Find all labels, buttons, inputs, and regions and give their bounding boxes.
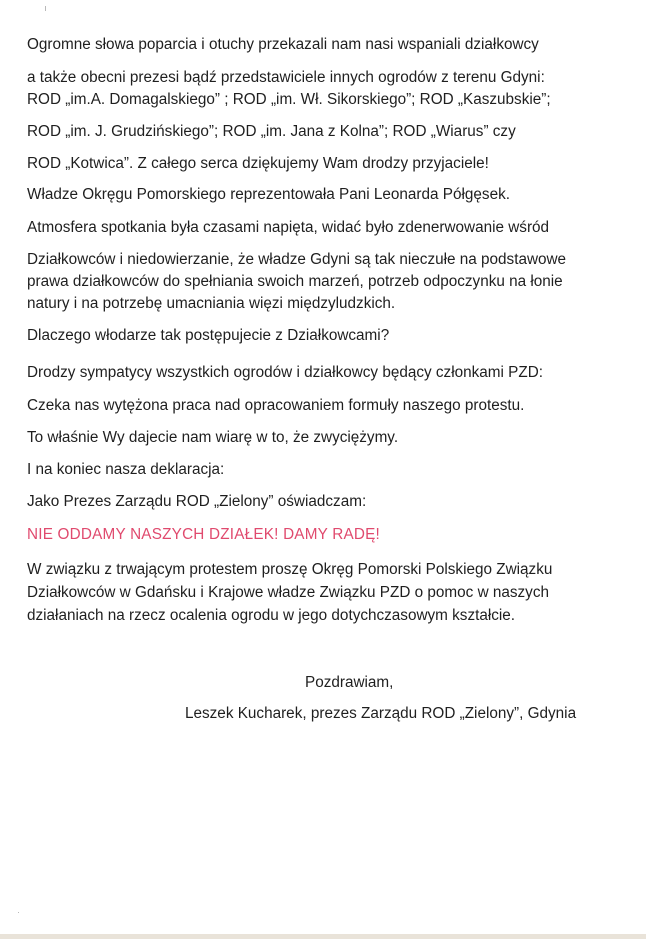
letter-line-12: Drodzy sympatycy wszystkich ogrodów i działkowcy będący członkami PZD:: [27, 364, 544, 381]
letter-line-8: Działkowców i niedowierzanie, że władze Gdyni są tak nieczułe na podstawowe: [27, 251, 567, 268]
signature-line: Leszek Kucharek, prezes Zarządu ROD „Zielony”, Gdynia: [185, 705, 577, 722]
declaration-headline: NIE ODDAMY NASZYCH DZIAŁEK! DAMY RADĘ!: [27, 526, 380, 543]
letter-line-11: Dlaczego włodarze tak postępujecie z Działkowcami?: [27, 327, 390, 344]
scan-speck: [45, 6, 46, 11]
letter-line-15: I na koniec nasza deklaracja:: [27, 461, 225, 478]
letter-line-2: a także obecni prezesi bądź przedstawiciele innych ogrodów z terenu Gdyni:: [27, 69, 545, 86]
closing-greeting: Pozdrawiam,: [305, 674, 394, 691]
letter-line-4: ROD „im. J. Grudzińskiego”; ROD „im. Jana z Kolna”; ROD „Wiarus” czy: [27, 123, 516, 140]
letter-line-9: prawa działkowców do spełniania swoich marzeń, potrzeb odpoczynku na łonie: [27, 273, 563, 290]
letter-line-14: To właśnie Wy dajecie nam wiarę w to, że zwyciężymy.: [27, 429, 399, 446]
letter-line-10: natury i na potrzebę umacniania więzi międzyludzkich.: [27, 295, 396, 312]
letter-line-6: Władze Okręgu Pomorskiego reprezentowała Pani Leonarda Półgęsek.: [27, 186, 510, 203]
scan-speck: [18, 912, 19, 913]
letter-line-7: Atmosfera spotkania była czasami napięta, widać było zdenerwowanie wśród: [27, 219, 550, 236]
letter-line-3: ROD „im.A. Domagalskiego” ; ROD „im. Wł. Sikorskiego”; ROD „Kaszubskie”;: [27, 91, 551, 108]
letter-line-20: działaniach na rzecz ocalenia ogrodu w jego dotychczasowym kształcie.: [27, 607, 516, 624]
letter-line-13: Czeka nas wytężona praca nad opracowaniem formuły naszego protestu.: [27, 397, 525, 414]
scan-edge: [0, 934, 646, 939]
letter-line-18: W związku z trwającym protestem proszę Okręg Pomorski Polskiego Związku: [27, 561, 553, 578]
letter-line-1: Ogromne słowa poparcia i otuchy przekazali nam nasi wspaniali działkowcy: [27, 36, 539, 53]
letter-line-16: Jako Prezes Zarządu ROD „Zielony” oświadczam:: [27, 493, 367, 510]
letter-line-5: ROD „Kotwica”. Z całego serca dziękujemy Wam drodzy przyjaciele!: [27, 155, 489, 172]
letter-line-19: Działkowców w Gdańsku i Krajowe władze Związku PZD o pomoc w naszych: [27, 584, 549, 601]
